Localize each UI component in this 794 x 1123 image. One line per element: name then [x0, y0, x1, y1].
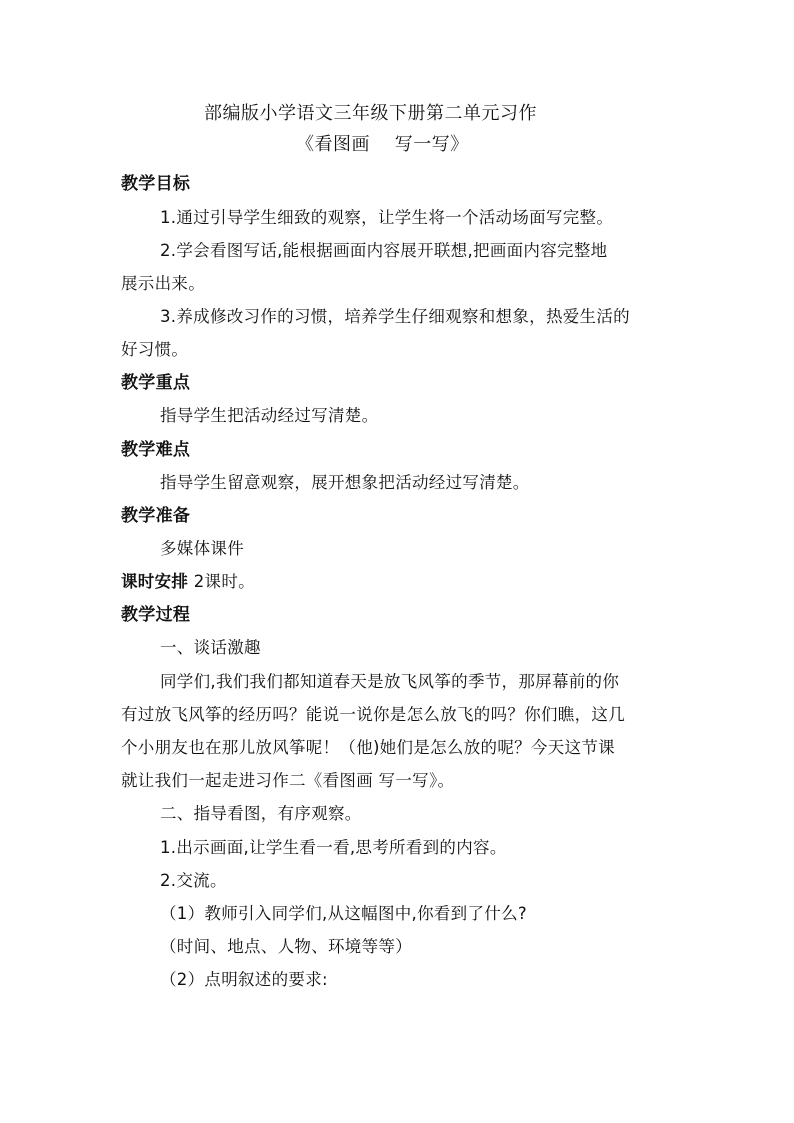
process-para1-line1: 同学们,我们我们都知道春天是放飞风筝的季节，那屏幕前的你: [160, 672, 620, 691]
schedule-line: [121, 571, 255, 593]
difficulties-heading: 教学难点: [121, 440, 191, 460]
goals-item-3-line1: 3.养成修改习作的习惯，培养学生仔细观察和想象，热爱生活的: [160, 307, 630, 326]
schedule-text: 2课时。: [188, 572, 255, 591]
process-step2-item2: 2.交流。: [160, 871, 227, 890]
difficulties-text: 指导学生留意观察，展开想象把活动经过写清楚。: [160, 473, 530, 492]
process-step2-item1: 1.出示画面,让学生看一看,思考所看到的内容。: [160, 838, 507, 857]
goals-heading: 教学目标: [121, 174, 191, 194]
doc-title-line1: 部编版小学语文三年级下册第二单元习作: [204, 103, 537, 124]
process-para1-line4: 就让我们一起走进习作二《看图画 写一写》。: [121, 771, 455, 790]
schedule-heading: 课时安排: [121, 572, 189, 591]
doc-title-line2: 《看图画 写一写》: [296, 134, 469, 155]
key-points-heading: 教学重点: [121, 373, 191, 393]
process-heading: 教学过程: [121, 605, 191, 625]
goals-item-3-line2: 好习惯。: [121, 340, 189, 359]
process-para1-line2: 有过放飞风筝的经历吗？能说一说你是怎么放飞的吗？你们瞧，这几: [121, 705, 625, 724]
process-para1-line3: 个小朋友也在那儿放风筝呢！（他)她们是怎么放的呢？今天这节课: [121, 738, 615, 757]
process-step2-title: 二、指导看图，有序观察。: [160, 804, 362, 823]
process-step1-title: 一、谈话激趣: [160, 638, 261, 657]
goals-item-2-line1: 2.学会看图写话,能根据画面内容展开联想,把画面内容完整地: [160, 241, 608, 260]
goals-item-1: 1.通过引导学生细致的观察，让学生将一个活动场面写完整。: [160, 208, 614, 227]
preparation-text: 多媒体课件: [160, 539, 244, 558]
process-sub2: （2）点明叙述的要求:: [160, 970, 328, 989]
process-sub1-note: （时间、地点、人物、环境等等）: [160, 937, 412, 956]
goals-item-2-line2: 展示出来。: [121, 274, 205, 293]
process-sub1: （1）教师引入同学们,从这幅图中,你看到了什么?: [160, 904, 527, 923]
key-points-text: 指导学生把活动经过写清楚。: [160, 406, 379, 425]
preparation-heading: 教学准备: [121, 506, 191, 526]
